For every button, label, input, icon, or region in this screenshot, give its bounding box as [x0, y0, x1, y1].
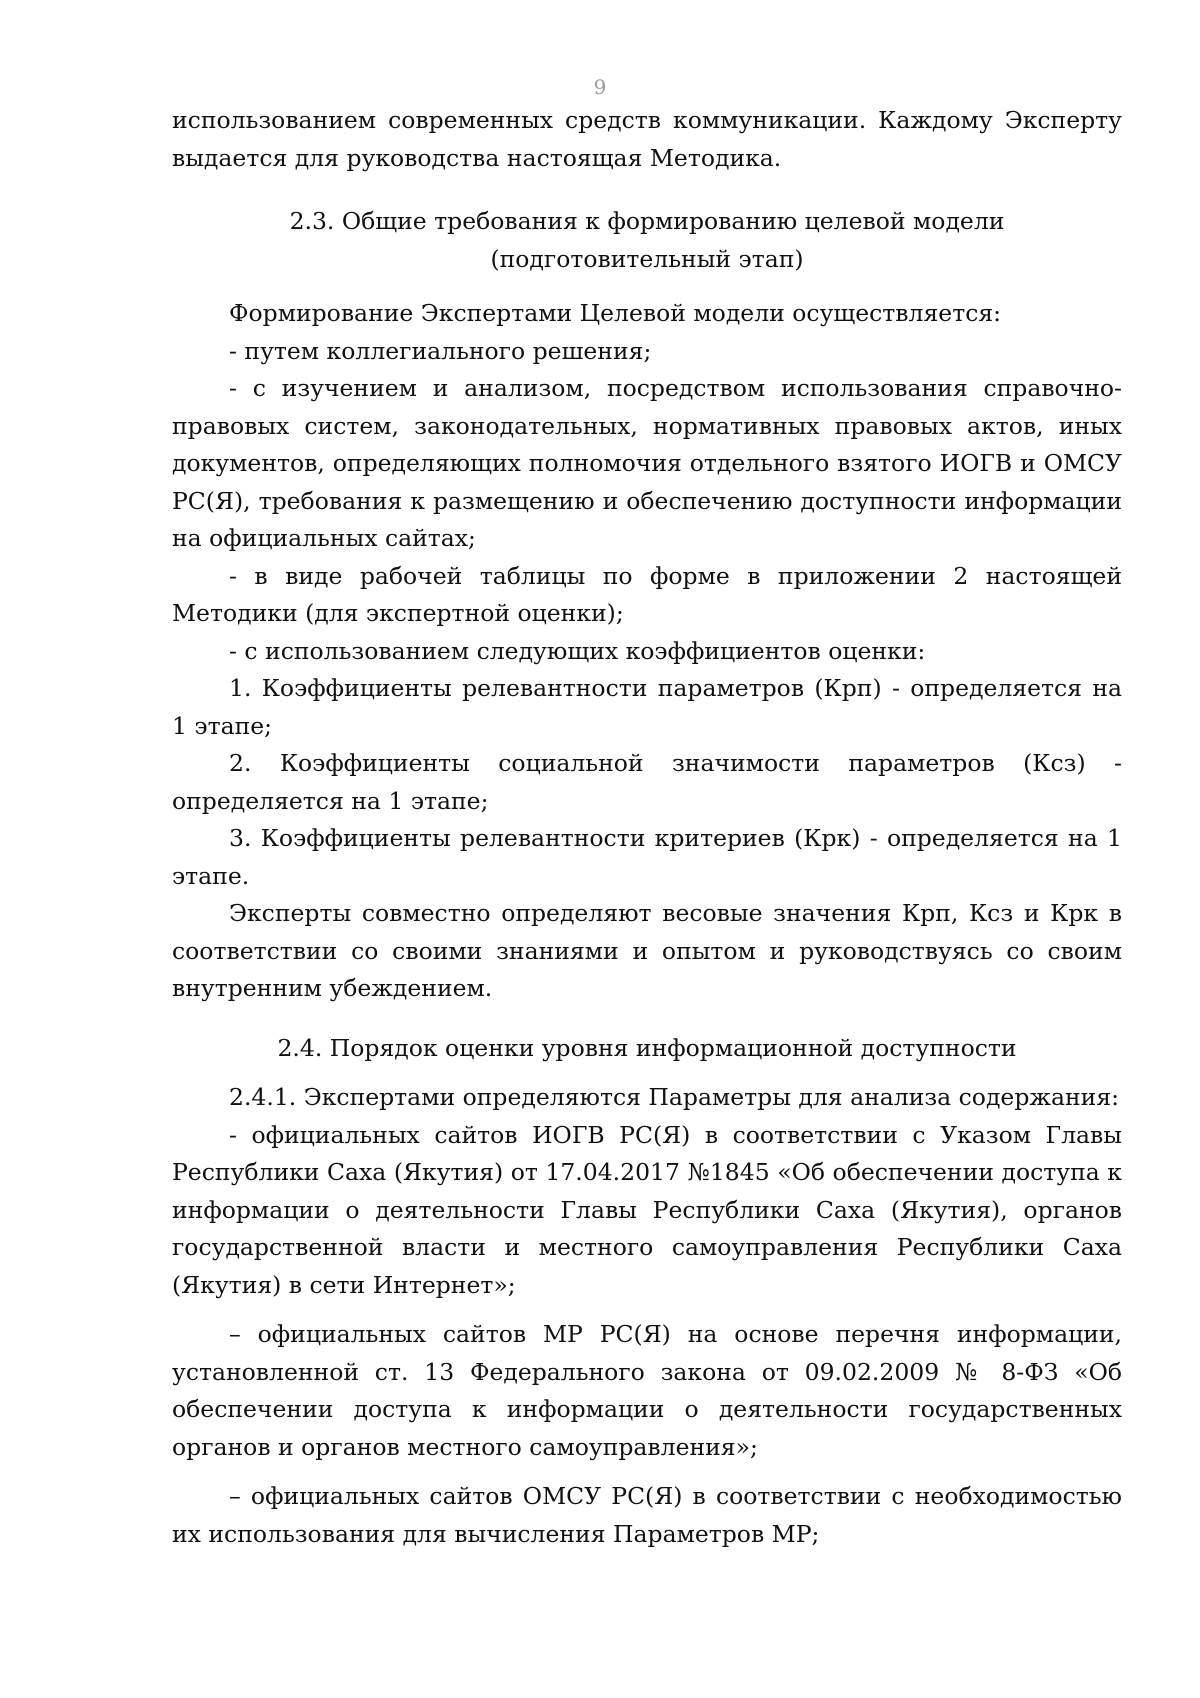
- list-item: - официальных сайтов ИОГВ РС(Я) в соответствии с Указом Главы Республики Саха (Якутия) от 17.04.2017 №1845 «Об обеспечении доступа к информации о деятельности Главы Республики Саха (Якутия), органов государственной власти и местного самоуправления Республики Саха (Якутия) в сети Интернет»;: [172, 1120, 1122, 1299]
- section-2-4-title: 2.4. Порядок оценки уровня информационной доступности: [277, 1033, 1017, 1062]
- numbered-item: 2. Коэффициенты социальной значимости параметров (Ксз) - определяется на 1 этапе;: [172, 749, 1122, 815]
- section-2-4-heading: [172, 1030, 1122, 1068]
- document-body: [172, 102, 1122, 1553]
- bullet-item: - с изучением и анализом, посредством использования справочно-правовых систем, законодательных, нормативных правовых актов, иных документов, определяющих полномочия отдельного взятого ИОГВ и ОМСУ РС(Я), требования к размещению и обеспечению доступности информации на официальных сайтах;: [172, 374, 1122, 552]
- list-item: – официальных сайтов ОМСУ РС(Я) в соответствии с необходимостью их использования для вычисления Параметров МР;: [172, 1482, 1122, 1548]
- bullet-item: - с использованием следующих коэффициентов оценки:: [229, 636, 926, 665]
- page-number: 9: [593, 75, 607, 99]
- section-2-3-title-line1: 2.3. Общие требования к формированию целевой модели: [289, 207, 1005, 235]
- section-2-3-closing: Эксперты совместно определяют весовые значения Крп, Ксз и Крк в соответствии со своими знаниями и опытом и руководствуясь со своим внутренним убеждением.: [172, 899, 1122, 1002]
- bullet-item: - в виде рабочей таблицы по форме в приложении 2 настоящей Методики (для экспертной оценки);: [172, 561, 1122, 627]
- numbered-item: 3. Коэффициенты релевантности критериев (Крк) - определяется на 1 этапе.: [172, 824, 1122, 890]
- section-2-3-heading: [172, 203, 1122, 278]
- list-item: – официальных сайтов МР РС(Я) на основе перечня информации, установленной ст. 13 Федерального закона от 09.02.2009 № 8-ФЗ «Об обеспечении доступа к информации о деятельности государственных органов и органов местного самоуправления»;: [172, 1320, 1122, 1461]
- numbered-item: 1. Коэффициенты релевантности параметров (Крп) - определяется на 1 этапе;: [172, 674, 1122, 740]
- section-2-4-lead: 2.4.1. Экспертами определяются Параметры для анализа содержания:: [229, 1083, 1120, 1111]
- intro-paragraph: использованием современных средств коммуникации. Каждому Эксперту выдается для руководства настоящая Методика.: [172, 106, 1122, 172]
- bullet-item: - путем коллегиального решения;: [229, 336, 652, 365]
- section-2-3-title-line2: (подготовительный этап): [490, 244, 804, 273]
- section-2-3-lead: Формирование Экспертами Целевой модели осуществляется:: [229, 299, 1002, 327]
